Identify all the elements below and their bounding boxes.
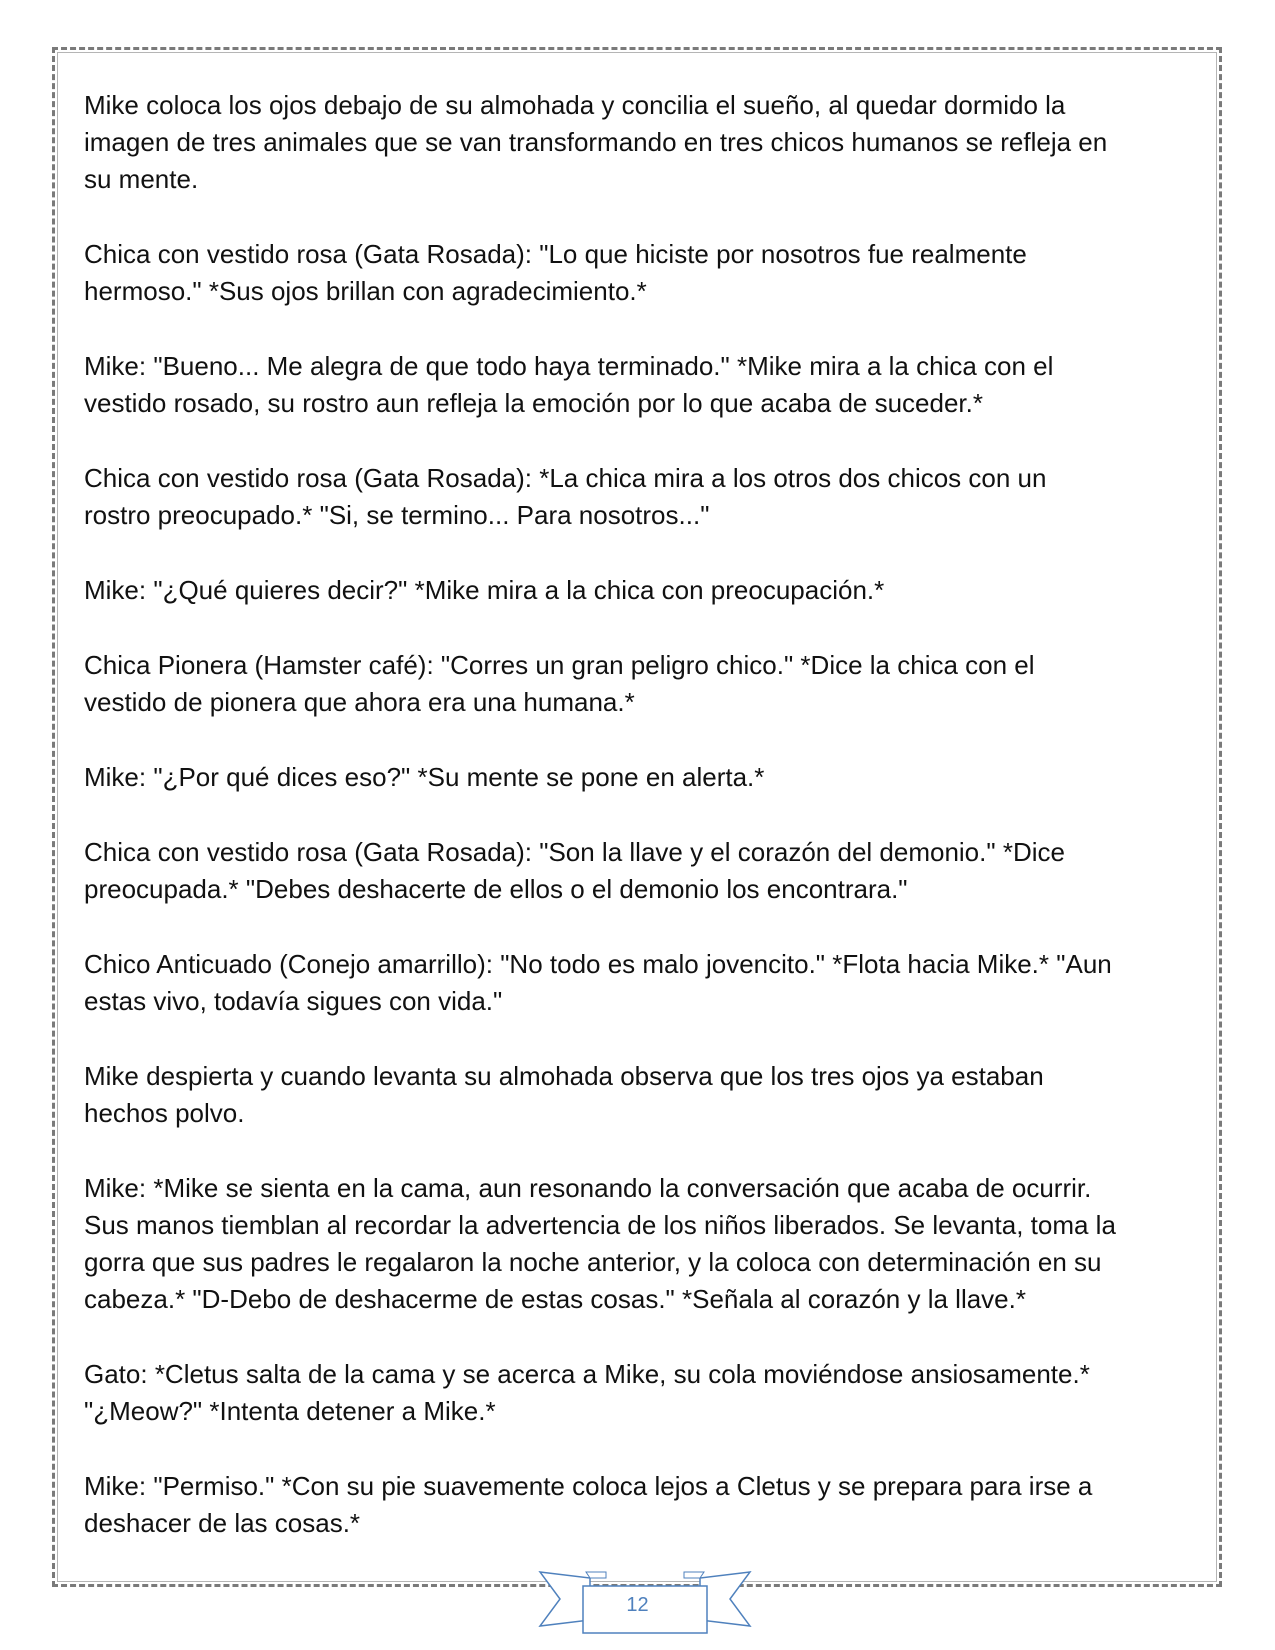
paragraph: Mike: "¿Qué quieres decir?" *Mike mira a la chica con preocupación.*: [84, 575, 885, 605]
document-body: [84, 87, 1209, 1580]
banner-left-fold: [586, 1572, 606, 1578]
paragraph: Mike: "Bueno... Me alegra de que todo haya terminado." *Mike mira a la chica con el vestido rosado, su rostro aun refleja la emoción por lo que acaba de suceder.*: [84, 351, 1054, 418]
paragraph: Mike: "Permiso." *Con su pie suavemente coloca lejos a Cletus y se prepara para irse a deshacer de las cosas.*: [84, 1471, 1093, 1538]
paragraph: Gato: *Cletus salta de la cama y se acerca a Mike, su cola moviéndose ansiosamente.* "¿Meow?" *Intenta detener a Mike.*: [84, 1359, 1090, 1426]
page-number: 12: [626, 1594, 649, 1616]
paragraph: Chica con vestido rosa (Gata Rosada): "Son la llave y el corazón del demonio." *Dice preocupada.* "Debes deshacerte de ellos o el demonio los encontrara.": [84, 837, 1065, 904]
paragraph: Chico Anticuado (Conejo amarrillo): "No todo es malo jovencito." *Flota hacia Mike.* "Aun estas vivo, todavía sigues con vida.": [84, 949, 1112, 1016]
banner-right-fold: [684, 1572, 704, 1578]
paragraph: Mike: "¿Por qué dices eso?" *Su mente se pone en alerta.*: [84, 762, 765, 792]
paragraph: Mike coloca los ojos debajo de su almohada y concilia el sueño, al quedar dormido la imagen de tres animales que se van transformando en tres chicos humanos se refleja en su mente.: [84, 90, 1108, 194]
paragraph: Chica Pionera (Hamster café): "Corres un gran peligro chico." *Dice la chica con el vestido de pionera que ahora era una humana.*: [84, 650, 1035, 717]
paragraph: Mike: *Mike se sienta en la cama, aun resonando la conversación que acaba de ocurrir. Sus manos tiemblan al recordar la advertencia de los niños liberados. Se levanta, toma la gorra que sus padres le regalaron la noche anterior, y la coloca con determinación en su cabeza.* "D-Debo de deshacerme de estas cosas." *Señala al corazón y la llave.*: [84, 1173, 1116, 1314]
paragraph: Chica con vestido rosa (Gata Rosada): *La chica mira a los otros dos chicos con un rostro preocupado.* "Si, se termino... Para nosotros...": [84, 463, 1047, 530]
paragraph: Mike despierta y cuando levanta su almohada observa que los tres ojos ya estaban hechos polvo.: [84, 1061, 1044, 1128]
paragraph: Chica con vestido rosa (Gata Rosada): "Lo que hiciste por nosotros fue realmente hermoso." *Sus ojos brillan con agradecimiento.*: [84, 239, 1027, 306]
